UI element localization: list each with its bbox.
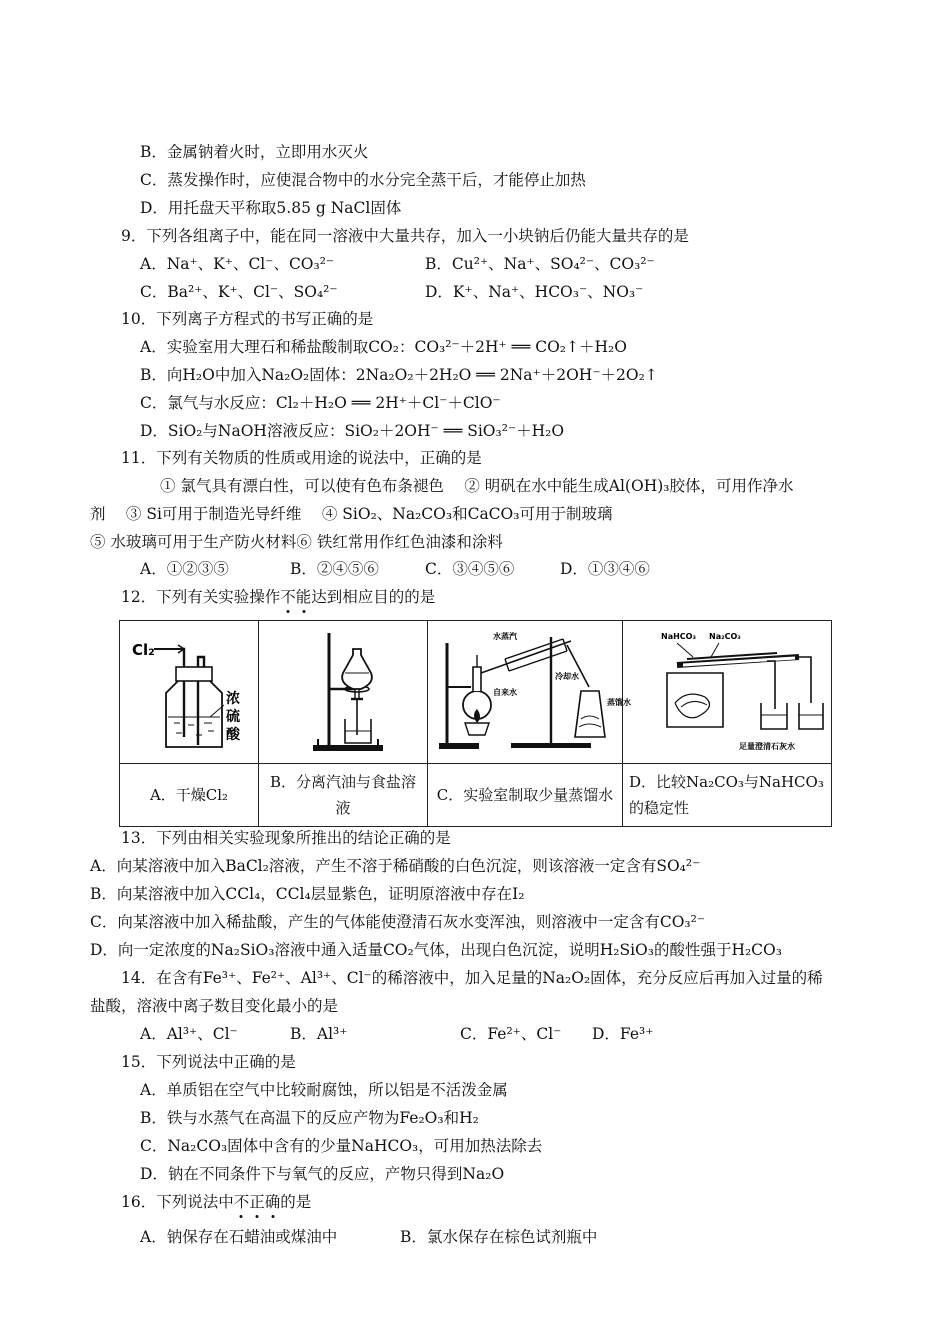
q15-option-d: D．钠在不同条件下与氧气的反应，产物只得到Na₂O: [140, 1165, 505, 1183]
q11-option-c: C．③④⑤⑥: [425, 560, 515, 578]
q15-option-c: C．Na₂CO₃固体中含有的少量NaHCO₃，可用加热法除去: [140, 1137, 543, 1155]
q11-option-d: D．①③④⑥: [560, 560, 650, 578]
acid-label-1: 浓: [226, 691, 240, 707]
tapwater-label: 自来水: [493, 688, 517, 697]
q16-stem: 16．下列说法中不正确的是: [121, 1193, 312, 1211]
q14-option-c: C．Fe²⁺、Cl⁻: [460, 1025, 562, 1043]
q9-option-c: C．Ba²⁺、K⁺、Cl⁻、SO₄²⁻: [140, 283, 338, 301]
q10-stem: 10．下列离子方程式的书写正确的是: [121, 310, 374, 328]
q11-stem: 11．下列有关物质的性质或用途的说法中，正确的是: [121, 449, 482, 467]
emphasis-dot: 不: [233, 1193, 250, 1211]
na2co3-label: Na₂CO₃: [709, 632, 741, 641]
q13-stem: 13．下列由相关实验现象所推出的结论正确的是: [121, 829, 451, 847]
caption-c: C．实验室制取少量蒸馏水: [428, 764, 623, 827]
emphasis-dot: 正: [249, 1193, 265, 1211]
figure-separating-funnel: [259, 621, 428, 764]
q11-option-a: A．①②③⑤: [140, 560, 229, 578]
q16-option-a: A．钠保存在石蜡油或煤油中: [140, 1228, 338, 1246]
figure-drying-bottle: [120, 621, 259, 764]
q11-statements-1: ① 氯气具有漂白性，可以使有色布条褪色 ② 明矾在水中能生成Al(OH)₃胶体，可用作净水: [160, 477, 794, 495]
figure-distillation: [428, 621, 631, 764]
limewater-label: 足量澄清石灰水: [739, 742, 795, 751]
q15-stem: 15．下列说法中正确的是: [121, 1053, 296, 1071]
q11-statements-2: 剂 ③ Si可用于制造光导纤维 ④ SiO₂、Na₂CO₃和CaCO₃可用于制玻璃: [90, 505, 613, 523]
coolwater-label: 冷却水: [555, 672, 579, 681]
caption-b: B．分离汽油与食盐溶液: [259, 764, 428, 827]
q14-option-b: B．Al³⁺: [290, 1025, 348, 1043]
q15-option-a: A．单质铝在空气中比较耐腐蚀，所以铝是不活泼金属: [140, 1081, 508, 1099]
q10-option-d: D．SiO₂与NaOH溶液反应：SiO₂＋2OH⁻ ══ SiO₃²⁻＋H₂O: [140, 422, 565, 440]
q10-option-b: B．向H₂O中加入Na₂O₂固体：2Na₂O₂＋2H₂O ══ 2Na⁺＋2OH⁻＋2O₂↑: [140, 366, 658, 384]
q11-option-b: B．②④⑤⑥: [290, 560, 379, 578]
q13-option-a: A．向某溶液中加入BaCl₂溶液，产生不溶于稀硝酸的白色沉淀，则该溶液一定含有SO₄²⁻: [90, 857, 701, 875]
caption-a: A．干燥Cl₂: [120, 764, 259, 827]
acid-label-2: 硫: [226, 709, 240, 725]
caption-d: D．比较Na₂CO₃与NaHCO₃的稳定性: [623, 764, 832, 827]
q13-option-d: D．向一定浓度的Na₂SiO₃溶液中通入适量CO₂气体，出现白色沉淀，说明H₂SiO₃的酸性强于H₂CO₃: [90, 941, 782, 959]
q9-stem: 9．下列各组离子中，能在同一溶液中大量共存，加入一小块钠后仍能大量共存的是: [121, 227, 689, 245]
q10-option-a: A．实验室用大理石和稀盐酸制取CO₂：CO₃²⁻＋2H⁺ ══ CO₂↑＋H₂O: [140, 338, 627, 356]
emphasis-dot: 不: [280, 588, 296, 606]
q15-option-b: B．铁与水蒸气在高温下的反应产物为Fe₂O₃和H₂: [140, 1109, 479, 1127]
q8-option-b: B．金属钠着火时，立即用水灭火: [140, 143, 369, 161]
cl2-label: Cl₂: [132, 641, 155, 659]
experiment-table: [119, 620, 832, 827]
q10-option-c: C．氯气与水反应：Cl₂＋H₂O ══ 2H⁺＋Cl⁻＋ClO⁻: [140, 394, 501, 412]
q13-option-b: B．向某溶液中加入CCl₄，CCl₄层显紫色，证明原溶液中存在I₂: [90, 885, 525, 903]
q14-option-d: D．Fe³⁺: [592, 1025, 654, 1043]
q14-option-a: A．Al³⁺、Cl⁻: [140, 1025, 238, 1043]
emphasis-dot: 能: [295, 588, 312, 606]
q14-stem-line-1: 14．在含有Fe³⁺、Fe²⁺、Al³⁺、Cl⁻的稀溶液中，加入足量的Na₂O₂固体，充分反应后再加入过量的稀: [121, 969, 823, 987]
vapor-label: 水蒸汽: [493, 632, 517, 641]
q9-option-d: D．K⁺、Na⁺、HCO₃⁻、NO₃⁻: [425, 283, 644, 301]
q11-statements-3: ⑤ 水玻璃可用于生产防火材料⑥ 铁红常用作红色油漆和涂料: [90, 533, 503, 551]
q16-option-b: B．氯水保存在棕色试剂瓶中: [400, 1228, 598, 1246]
q13-option-c: C．向某溶液中加入稀盐酸，产生的气体能使澄清石灰水变浑浊，则溶液中一定含有CO₃²⁻: [90, 913, 706, 931]
q9-option-a: A．Na⁺、K⁺、Cl⁻、CO₃²⁻: [140, 255, 335, 273]
q12-stem: 12．下列有关实验操作不能达到相应目的的是: [121, 588, 436, 606]
emphasis-dot: 确: [264, 1193, 281, 1211]
q14-stem-line-2: 盐酸，溶液中离子数目变化最小的是: [90, 997, 339, 1015]
nahco3-label: NaHCO₃: [661, 632, 696, 641]
q8-option-c: C．蒸发操作时，应使混合物中的水分完全蒸干后，才能停止加热: [140, 171, 586, 189]
q8-option-d: D．用托盘天平称取5.85 g NaCl固体: [140, 199, 402, 217]
figure-stability-comparison: [623, 621, 832, 764]
q9-option-b: B．Cu²⁺、Na⁺、SO₄²⁻、CO₃²⁻: [425, 255, 655, 273]
distilled-label: 蒸馏水: [607, 698, 631, 707]
acid-label-3: 酸: [226, 727, 240, 743]
